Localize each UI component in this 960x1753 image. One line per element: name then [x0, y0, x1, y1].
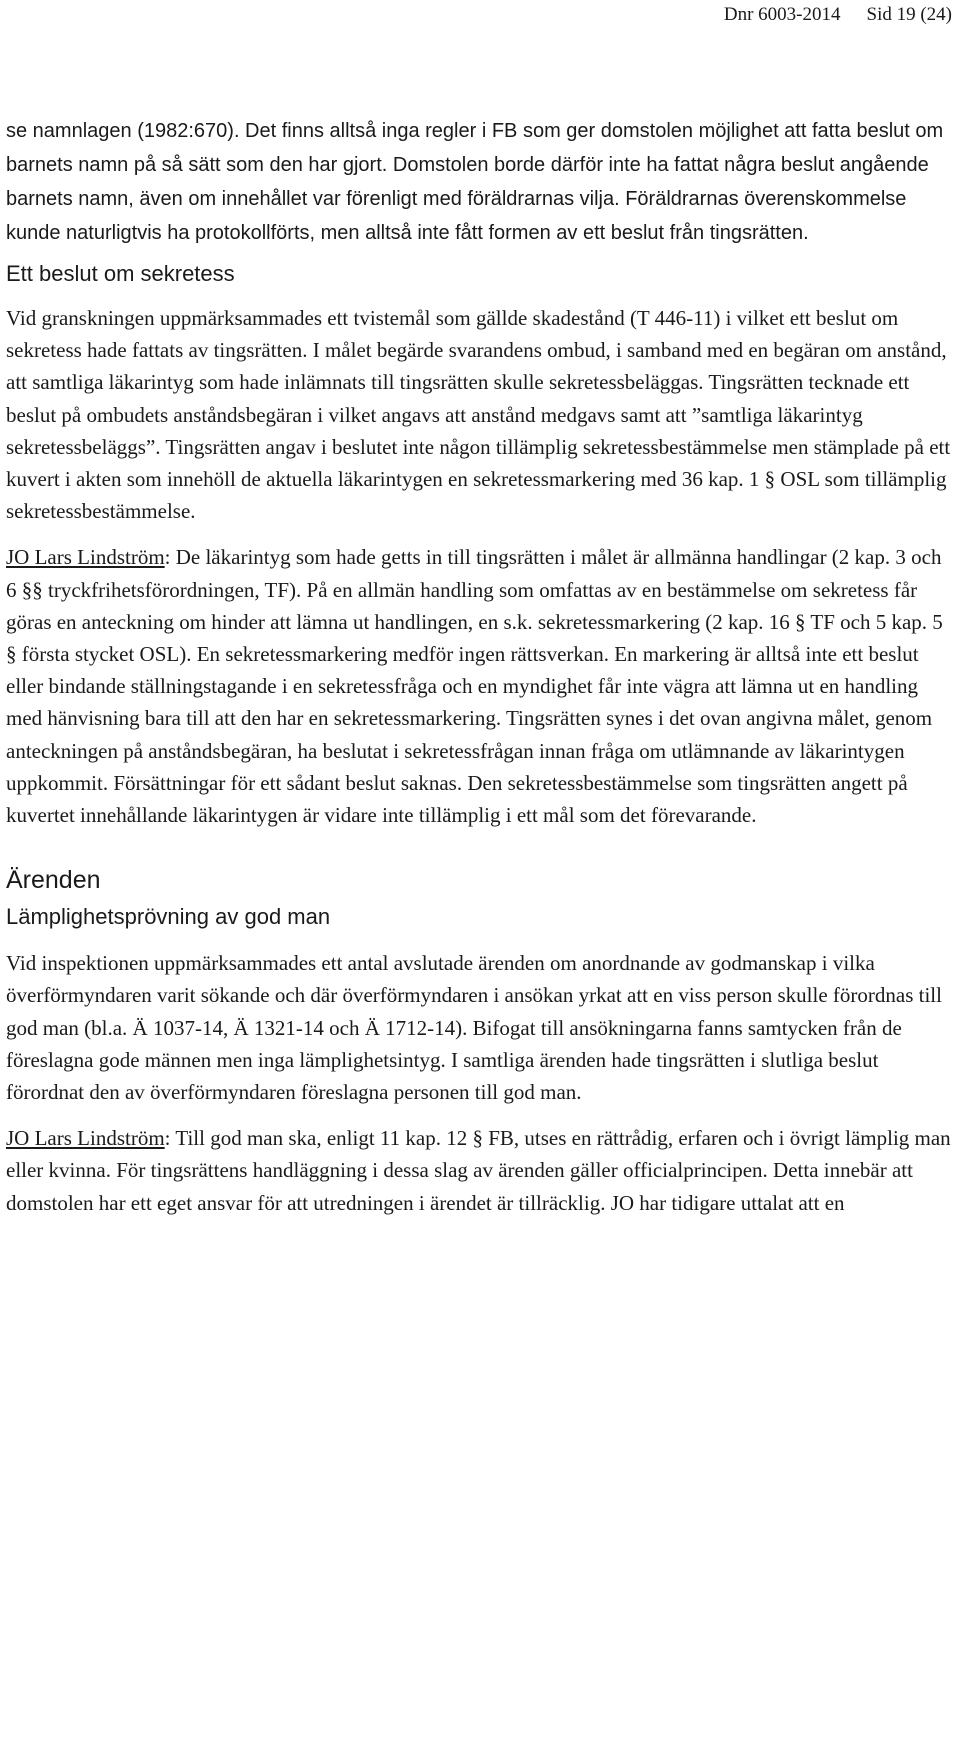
heading-sekretess: Ett beslut om sekretess — [6, 261, 235, 286]
paragraph-namnlagen: se namnlagen (1982:670). Det finns alltså inga regler i FB som ger domstolen möjlighet att fatta beslut om barnets namn på så sätt som den har gjort. Domstolen borde därför inte ha fattat några beslut angående barnets namn, även om innehållet var förenligt med föräldrarnas vilja. Föräldrarnas överenskommelse kunde naturligtvis ha protokollförts, men alltså inte fått formen av ett beslut från tingsrätten. — [6, 120, 944, 244]
case-number: Dnr 6003-2014 — [723, 4, 841, 25]
paragraph-jo-god-man — [6, 1122, 956, 1219]
speaker-name: JO Lars Lindström — [6, 1126, 165, 1151]
document-body — [6, 114, 956, 1219]
page-number: Sid 19 (24) — [866, 4, 952, 25]
paragraph-inspektion: Vid inspektionen uppmärksammades ett antal avslutade ärenden om anordnande av godmanskap i vilka överförmyndaren varit sökande och där överförmyndaren i ansökan yrkat att en viss person skulle förordnas till god man (bl.a. Ä 1037-14, Ä 1321-14 och Ä 1712-14). Bifogat till ansökningarna fanns samtycken från de föreslagna gode männen men inga lämplighetsintyg. I samtliga ärenden hade tingsrätten i slutliga beslut förordnat den av överförmyndaren föreslagna personen till god man. — [6, 951, 942, 1105]
paragraph-jo-sekretess — [6, 541, 956, 831]
paragraph-text: : Till god man ska, enligt 11 kap. 12 § FB, utses en rättrådig, erfaren och i övrigt lämplig man eller kvinna. För tingsrättens handläggning i dessa slag av ärenden gäller officialprincipen. Detta innebär att domstolen har ett eget ansvar för att utredningen i ärendet är tillräcklig. JO har tidigare uttalat att en — [6, 1126, 951, 1215]
heading-arenden: Ärenden — [6, 866, 101, 895]
page-header — [724, 2, 952, 28]
speaker-name: JO Lars Lindström — [6, 545, 165, 570]
heading-lamplighetsprovning: Lämplighetsprövning av god man — [6, 904, 331, 930]
paragraph-granskning: Vid granskningen uppmärksammades ett tvistemål som gällde skadestånd (T 446-11) i vilket ett beslut om sekretess hade fattats av tingsrätten. I målet begärde svarandens ombud, i samband med en begäran om anstånd, att samtliga läkarintyg som hade inlämnats till tingsrätten skulle sekretessbeläggas. Tingsrätten tecknade ett beslut på ombudets anståndsbegäran i vilket angavs att anstånd medgavs samt att ”samtliga läkarintyg sekretessbeläggs”. Tingsrätten angav i beslutet inte någon tillämplig sekretessbestämmelse men stämplade på ett kuvert i akten som innehöll de aktuella läkarintygen en sekretessmarkering med 36 kap. 1 § OSL som tillämplig sekretessbestämmelse. — [6, 306, 951, 524]
paragraph-text: : De läkarintyg som hade getts in till tingsrätten i målet är allmänna handlingar (2 kap. 3 och 6 §§ tryckfrihetsförordningen, TF). På en allmän handling som omfattas av en bestämmelse om sekretess får göras en anteckning om hinder att lämna ut handlingen, en s.k. sekretessmarkering (2 kap. 16 § TF och 5 kap. 5 § första stycket OSL). En sekretessmarkering medför ingen rättsverkan. En markering är alltså inte ett beslut eller bindande ställningstagande i en sekretessfråga och en myndighet får inte vägra att lämna ut en handling med hänvisning bara till att den har en sekretessmarkering. Tingsrätten synes i det ovan angivna målet, genom anteckningen på anståndsbegäran, ha beslutat i sekretessfrågan innan fråga om utlämnande av läkarintygen uppkommit. Försättningar för ett sådant beslut saknas. Den sekretessbestämmelse som tingsrätten angett på kuvertet innehållande läkarintygen är vidare inte tillämplig i ett mål som det förevarande. — [6, 545, 943, 828]
